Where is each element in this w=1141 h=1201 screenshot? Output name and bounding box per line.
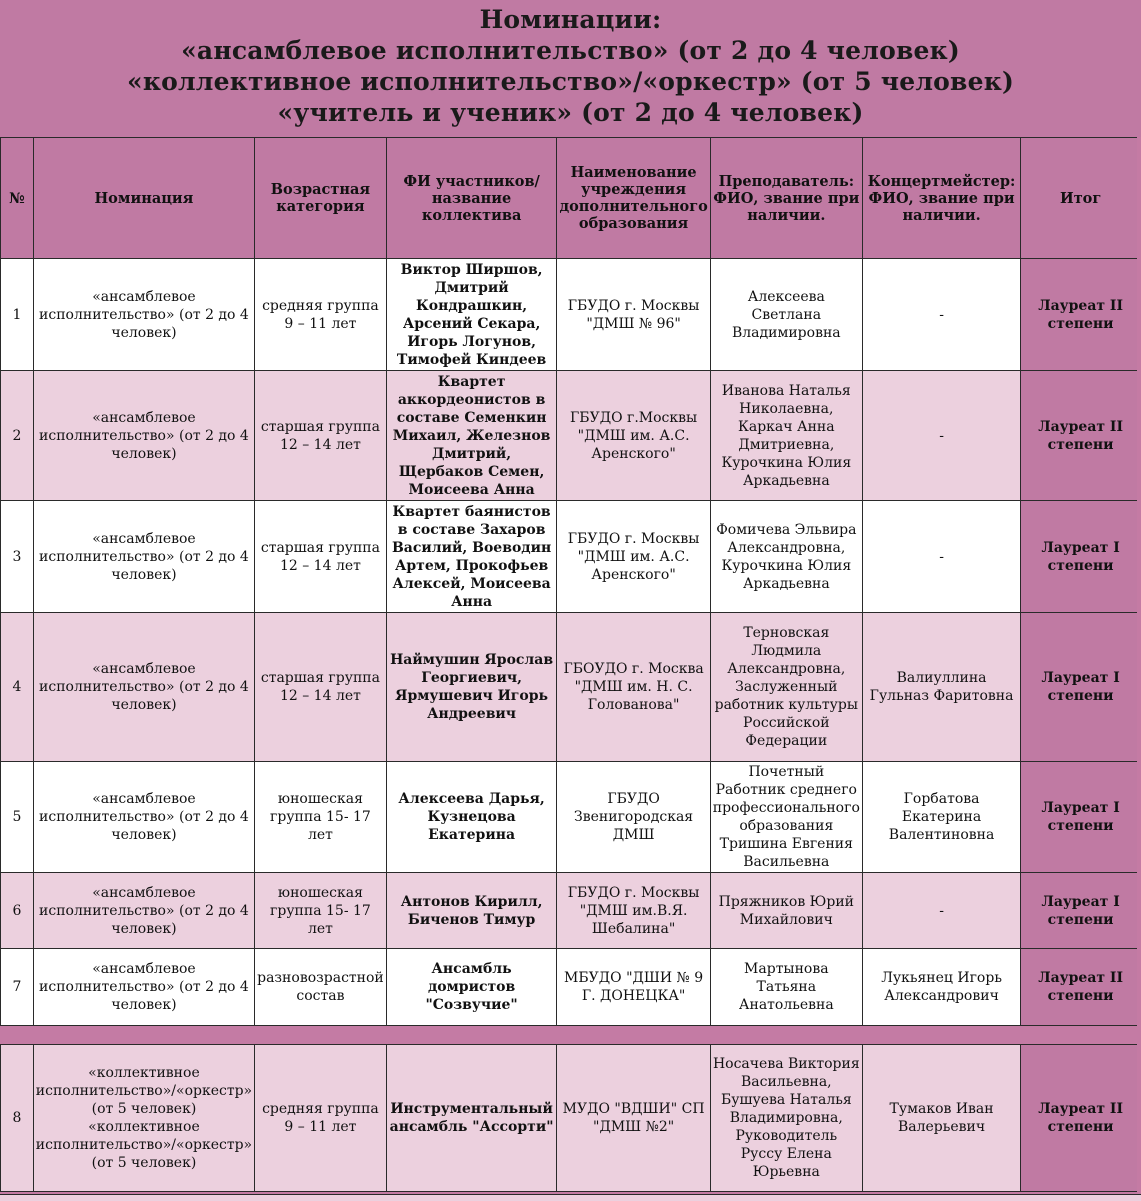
title-block [0,0,1141,138]
cell-num: 5 [1,762,34,873]
cell-participants: Квартет аккордеонистов в составе Семенкин Михаил, Железнов Дмитрий, Щербаков Семен, Моисеева Анна [386,371,557,501]
cell-accompanist: Горбатова Екатерина Валентиновна [862,762,1020,873]
table-row [1,762,1141,873]
col-header-school: Наименование учреждения дополнительного образования [557,138,710,259]
cell-nomination: «ансамблевое исполнительство» (от 2 до 4 человек) [33,259,254,371]
col-header-num: № [1,138,34,259]
cell-teacher: Мартынова Татьяна Анатольевна [710,949,862,1026]
col-header-teacher: Преподаватель: ФИО, звание при наличии. [710,138,862,259]
cell-age: старшая группа 12 – 14 лет [255,613,387,762]
cell-participants: Антонов Кирилл, Биченов Тимур [386,873,557,949]
divider-band [1,1026,1141,1045]
cell-age: разновозрастной состав [255,949,387,1026]
table-row [1,873,1141,949]
cell-participants: Наймушин Ярослав Георгиевич, Ярмушевич Игорь Андреевич [386,613,557,762]
cell-age: старшая группа 12 – 14 лет [255,371,387,501]
cell-school: ГБУДО г. Москвы "ДМШ № 96" [557,259,710,371]
col-header-participants: ФИ участников/название коллектива [386,138,557,259]
table-row [1,1045,1141,1192]
title-line-4: «учитель и ученик» (от 2 до 4 человек) [277,98,864,127]
cell-school: МУДО "ВДШИ" СП "ДМШ №2" [557,1045,710,1192]
right-edge-strip [1137,137,1141,1200]
cell-teacher: Терновская Людмила Александровна, Заслуженный работник культуры Российской Федерации [710,613,862,762]
cell-result: Лауреат II степени [1021,1045,1141,1192]
cell-result: Лауреат I степени [1021,501,1141,613]
cell-accompanist: Лукьянец Игорь Александрович [862,949,1020,1026]
cell-accompanist: - [862,259,1020,371]
section-divider [1,1026,1141,1045]
cell-nomination: «ансамблевое исполнительство» (от 2 до 4 человек) [33,949,254,1026]
cell-teacher: Фомичева Эльвира Александровна, Курочкина Юлия Аркадьевна [710,501,862,613]
cell-result: Лауреат II степени [1021,371,1141,501]
cell-participants: Алексеева Дарья, Кузнецова Екатерина [386,762,557,873]
cell-participants: Квартет баянистов в составе Захаров Василий, Воеводин Артем, Прокофьев Алексей, Моисеева Анна [386,501,557,613]
cell-num: 4 [1,613,34,762]
cell-school: МБУДО "ДШИ № 9 Г. ДОНЕЦКА" [557,949,710,1026]
cell-accompanist: - [862,501,1020,613]
cell-age: юношеская группа 15- 17 лет [255,762,387,873]
col-header-age: Возрастная категория [255,138,387,259]
cell-num: 3 [1,501,34,613]
cell-teacher: Алексеева Светлана Владимировна [710,259,862,371]
title-line-3: «коллективное исполнительство»/«оркестр» (от 5 человек) [127,67,1014,96]
cell-age: старшая группа 12 – 14 лет [255,501,387,613]
cell-accompanist: - [862,873,1020,949]
results-table [0,137,1141,1192]
cell-num: 1 [1,259,34,371]
cell-accompanist: Тумаков Иван Валерьевич [862,1045,1020,1192]
col-header-accompanist: Концертмейстер: ФИО, звание при наличии. [862,138,1020,259]
cell-teacher: Иванова Наталья Николаевна, Каркач Анна Дмитриевна, Курочкина Юлия Аркадьевна [710,371,862,501]
cell-age: средняя группа 9 – 11 лет [255,1045,387,1192]
cell-participants: Инструментальный ансамбль "Ассорти" [386,1045,557,1192]
cell-school: ГБУДО г.Москвы "ДМШ им. А.С. Аренского" [557,371,710,501]
cell-accompanist: - [862,371,1020,501]
cell-school: ГБУДО г. Москвы "ДМШ им. А.С. Аренского" [557,501,710,613]
cell-nomination: «коллективное исполнительство»/«оркестр» (от 5 человек) «коллективное исполнительство»/«оркестр» (от 5 человек) [33,1045,254,1192]
cell-nomination: «ансамблевое исполнительство» (от 2 до 4 человек) [33,613,254,762]
cell-num: 7 [1,949,34,1026]
cell-school: ГБОУДО г. Москва "ДМШ им. Н. С. Голованова" [557,613,710,762]
cell-participants: Виктор Ширшов, Дмитрий Кондрашкин, Арсений Секара, Игорь Логунов, Тимофей Киндеев [386,259,557,371]
cell-age: юношеская группа 15- 17 лет [255,873,387,949]
cell-num: 8 [1,1045,34,1192]
cell-age: средняя группа 9 – 11 лет [255,259,387,371]
cell-nomination: «ансамблевое исполнительство» (от 2 до 4 человек) [33,501,254,613]
cell-nomination: «ансамблевое исполнительство» (от 2 до 4 человек) [33,371,254,501]
cell-nomination: «ансамблевое исполнительство» (от 2 до 4 человек) [33,762,254,873]
table-row [1,371,1141,501]
title-line-2: «ансамблевое исполнительство» (от 2 до 4 человек) [181,36,960,65]
col-header-result: Итог [1021,138,1141,259]
title-line-1: Номинации: [479,5,662,34]
cell-accompanist: Валиуллина Гульназ Фаритовна [862,613,1020,762]
cell-result: Лауреат I степени [1021,613,1141,762]
cell-school: ГБУДО г. Москвы "ДМШ им.В.Я. Шебалина" [557,873,710,949]
cell-num: 6 [1,873,34,949]
table-row [1,259,1141,371]
col-header-nomination: Номинация [33,138,254,259]
cell-result: Лауреат II степени [1021,949,1141,1026]
cell-result: Лауреат I степени [1021,873,1141,949]
table-header-row [1,138,1141,259]
cell-teacher: Почетный Работник среднего профессионального образования Тришина Евгения Васильевна [710,762,862,873]
cell-teacher: Носачева Виктория Васильевна, Бушуева Наталья Владимировна, Руководитель Руссу Елена Юрьевна [710,1045,862,1192]
cell-school: ГБУДО Звенигородская ДМШ [557,762,710,873]
cell-num: 2 [1,371,34,501]
table-row [1,949,1141,1026]
cell-result: Лауреат I степени [1021,762,1141,873]
cell-result: Лауреат II степени [1021,259,1141,371]
cell-nomination: «ансамблевое исполнительство» (от 2 до 4 человек) [33,873,254,949]
cell-teacher: Пряжников Юрий Михайлович [710,873,862,949]
table-row [1,501,1141,613]
cell-participants: Ансамбль домристов "Созвучие" [386,949,557,1026]
table-row [1,613,1141,762]
